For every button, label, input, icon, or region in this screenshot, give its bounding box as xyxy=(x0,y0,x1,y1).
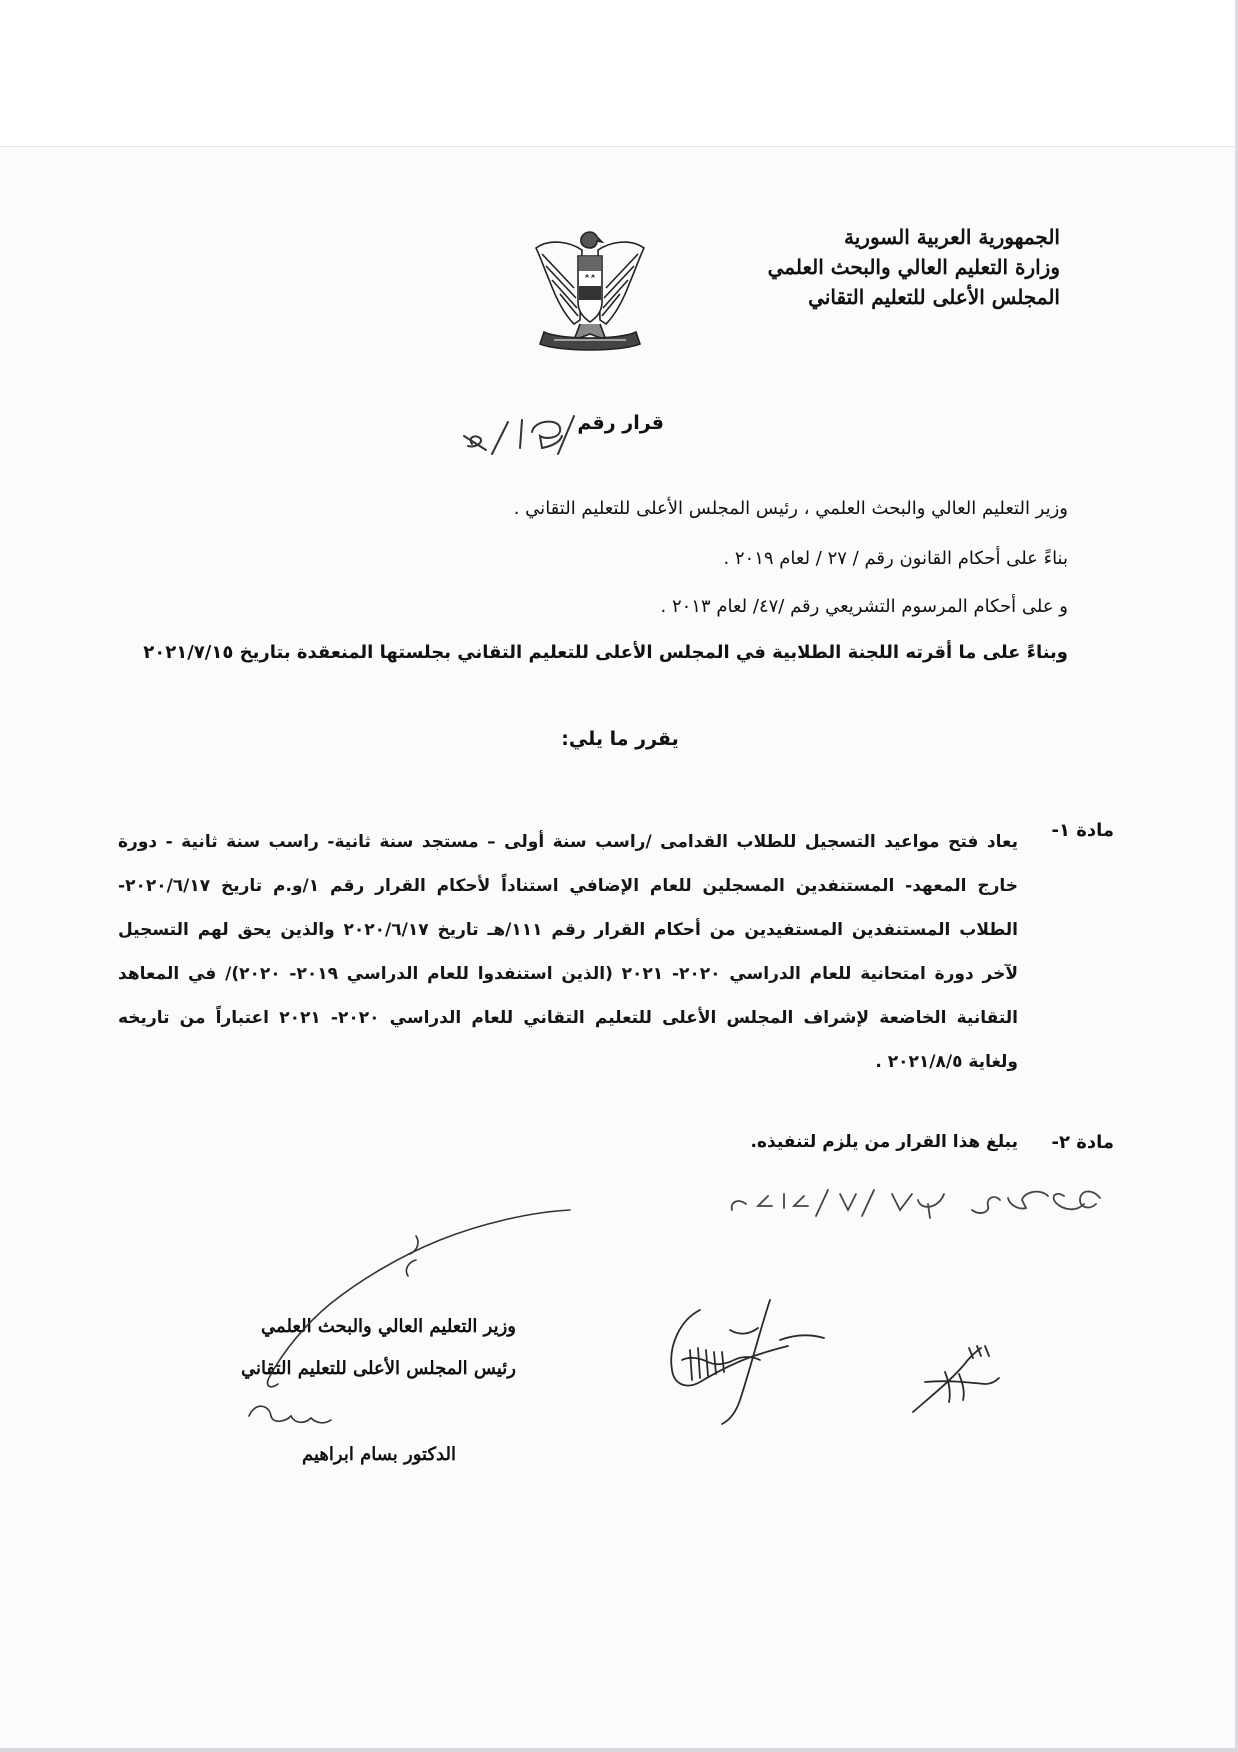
signature-title-council: رئيس المجلس الأعلى للتعليم التقاني xyxy=(241,1358,516,1379)
article-2-label: مادة ٢- xyxy=(1051,1132,1114,1153)
handwritten-decision-number xyxy=(462,410,612,458)
header-republic: الجمهورية العربية السورية xyxy=(844,225,1060,249)
header-council: المجلس الأعلى للتعليم التقاني xyxy=(808,285,1060,309)
preamble-line-decree: و على أحكام المرسوم التشريعي رقم /٤٧/ لعام ٢٠١٣ . xyxy=(660,596,1068,617)
article-1-text: يعاد فتح مواعيد التسجيل للطلاب القدامى /راسب سنة أولى – مستجد سنة ثانية- راسب سنة ثانية - دورة خارج المعهد- المستنفدين المسجلين للعام الإضافي استناداً لأحكام القرار رقم ١/و.م تاريخ ٢٠٢٠/٦/١٧- الطلاب المستنفدين المستفيدين من أحكام القرار رقم ١١١/هـ تاريخ ٢٠٢٠/٦/١٧ والذين يحق لهم التسجيل لآخر دورة امتحانية للعام الدراسي ٢٠٢٠- ٢٠٢١ (الذين استنفدوا للعام الدراسي ٢٠١٩- ٢٠٢٠)/ في المعاهد التقانية الخاضعة لإشراف المجلس الأعلى للتعليم التقاني للعام الدراسي ٢٠٢٠- ٢٠٢١ اعتباراً من تاريخه ولغاية ٢٠٢١/٨/٥ . xyxy=(118,832,1019,1072)
article-1-label: مادة ١- xyxy=(1051,820,1114,841)
preamble-line-committee: وبناءً على ما أقرته اللجنة الطلابية في المجلس الأعلى للتعليم التقاني بجلستها المنعقدة بتاريخ ٢٠٢١/٧/١٥ xyxy=(143,642,1068,663)
preamble-line-law: بناءً على أحكام القانون رقم / ٢٧ / لعام ٢٠١٩ . xyxy=(723,548,1068,569)
header-ministry: وزارة التعليم العالي والبحث العلمي xyxy=(767,255,1060,279)
minister-signature-icon xyxy=(230,1200,580,1400)
decision-label: قرار رقم xyxy=(577,412,664,434)
article-2-text: يبلغ هذا القرار من يلزم لتنفيذه. xyxy=(750,1132,1018,1152)
scan-margin-top xyxy=(0,0,1238,147)
scan-edge-bottom xyxy=(0,1748,1238,1752)
decides-heading: يقرر ما يلي: xyxy=(561,728,679,750)
handwritten-date xyxy=(724,1180,1104,1228)
signature-title-minister: وزير التعليم العالي والبحث العلمي xyxy=(261,1316,516,1337)
signature-name: الدكتور بسام ابراهيم xyxy=(301,1444,456,1465)
handwritten-signature-icon xyxy=(660,1290,830,1430)
handwritten-initials-icon xyxy=(905,1342,1005,1416)
initial-signature-icon xyxy=(245,1394,335,1430)
preamble-line-minister: وزير التعليم العالي والبحث العلمي ، رئيس المجلس الأعلى للتعليم التقاني . xyxy=(513,498,1068,519)
ministry-header xyxy=(720,222,1060,312)
eagle-emblem-icon xyxy=(530,228,650,356)
